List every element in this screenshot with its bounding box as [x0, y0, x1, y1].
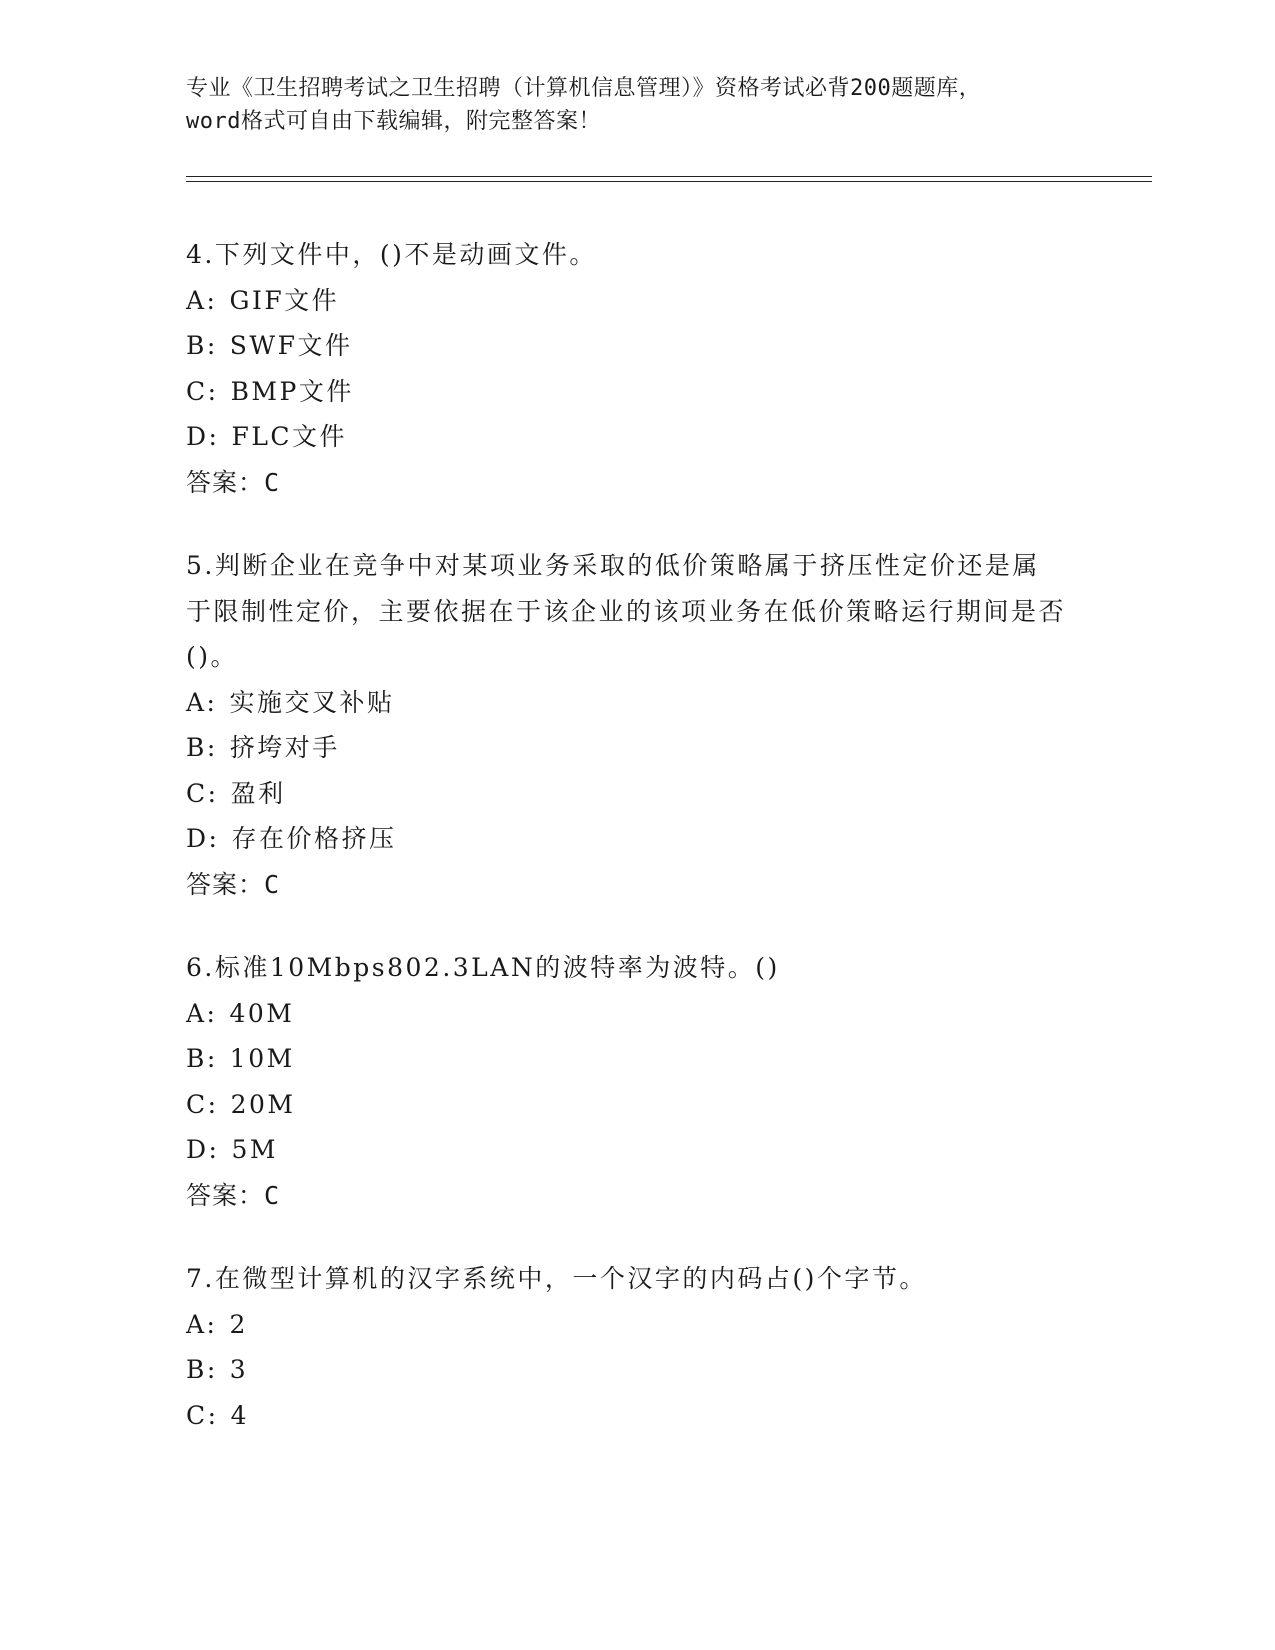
- option-value: 存在价格挤压: [231, 824, 397, 853]
- option-a: [186, 1302, 1106, 1348]
- option-key: B:: [186, 331, 218, 360]
- option-value: 2: [229, 1309, 248, 1339]
- answer-text: 答案：C: [186, 869, 281, 899]
- option-key: B:: [186, 1044, 218, 1073]
- question-text: 4.下列文件中，()不是动画文件。: [186, 240, 597, 269]
- header-line-2: word格式可自由下载编辑，附完整答案！: [186, 109, 601, 134]
- option-value: GIF文件: [229, 285, 340, 315]
- option-b: [186, 725, 1106, 771]
- option-c: [186, 369, 1106, 415]
- option-a: [186, 991, 1106, 1037]
- question-6: [186, 945, 1106, 1218]
- answer-text: 答案：C: [186, 1180, 281, 1210]
- option-d: [186, 816, 1106, 862]
- answer-text: 答案：C: [186, 467, 281, 497]
- option-key: C:: [186, 778, 219, 808]
- option-value: 4: [230, 1400, 249, 1430]
- header-divider-top: [186, 176, 1152, 177]
- option-key: C:: [186, 1089, 219, 1119]
- option-c: [186, 771, 1106, 817]
- option-b: [186, 1036, 1106, 1082]
- question-list: [186, 232, 1106, 1476]
- option-value: 40M: [229, 998, 295, 1028]
- question-text: 7.在微型计算机的汉字系统中，一个汉字的内码占()个字节。: [186, 1264, 927, 1293]
- option-value: BMP文件: [230, 376, 354, 406]
- question-text: 5.判断企业在竞争中对某项业务采取的低价策略属于挤压性定价还是属于限制性定价，主要依据在于该企业的该项业务在低价策略运行期间是否()。: [186, 551, 1067, 671]
- option-key: D:: [186, 1135, 220, 1164]
- option-b: [186, 323, 1106, 369]
- option-value: 3: [229, 1355, 249, 1384]
- option-value: SWF文件: [229, 331, 353, 360]
- option-value: 实施交叉补贴: [229, 687, 395, 717]
- question-4: [186, 232, 1106, 505]
- option-d: [186, 1127, 1106, 1173]
- document-header: [186, 72, 1086, 138]
- option-key: A:: [186, 998, 218, 1028]
- option-c: [186, 1393, 1106, 1439]
- header-divider-bottom: [186, 181, 1152, 182]
- option-key: B:: [186, 1355, 218, 1384]
- question-text: 6.标准10Mbps802.3LAN的波特率为波特。(): [186, 953, 780, 982]
- option-key: A:: [186, 1309, 218, 1339]
- option-key: B:: [186, 733, 218, 762]
- option-value: 5M: [231, 1135, 278, 1164]
- option-value: 10M: [229, 1044, 295, 1073]
- option-key: D:: [186, 422, 220, 451]
- option-key: A:: [186, 687, 218, 717]
- option-key: A:: [186, 285, 218, 315]
- option-c: [186, 1082, 1106, 1128]
- option-value: 盈利: [230, 778, 286, 808]
- option-value: FLC文件: [231, 422, 348, 451]
- option-b: [186, 1347, 1106, 1393]
- option-key: C:: [186, 376, 219, 406]
- option-value: 挤垮对手: [229, 733, 340, 762]
- option-d: [186, 414, 1106, 460]
- option-value: 20M: [230, 1089, 296, 1119]
- question-5: [186, 543, 1106, 907]
- option-a: [186, 278, 1106, 324]
- question-7: [186, 1256, 1106, 1438]
- option-key: C:: [186, 1400, 219, 1430]
- option-a: [186, 680, 1106, 726]
- option-key: D:: [186, 824, 220, 853]
- header-line-1: 专业《卫生招聘考试之卫生招聘（计算机信息管理）》资格考试必背200题题库，: [186, 76, 982, 101]
